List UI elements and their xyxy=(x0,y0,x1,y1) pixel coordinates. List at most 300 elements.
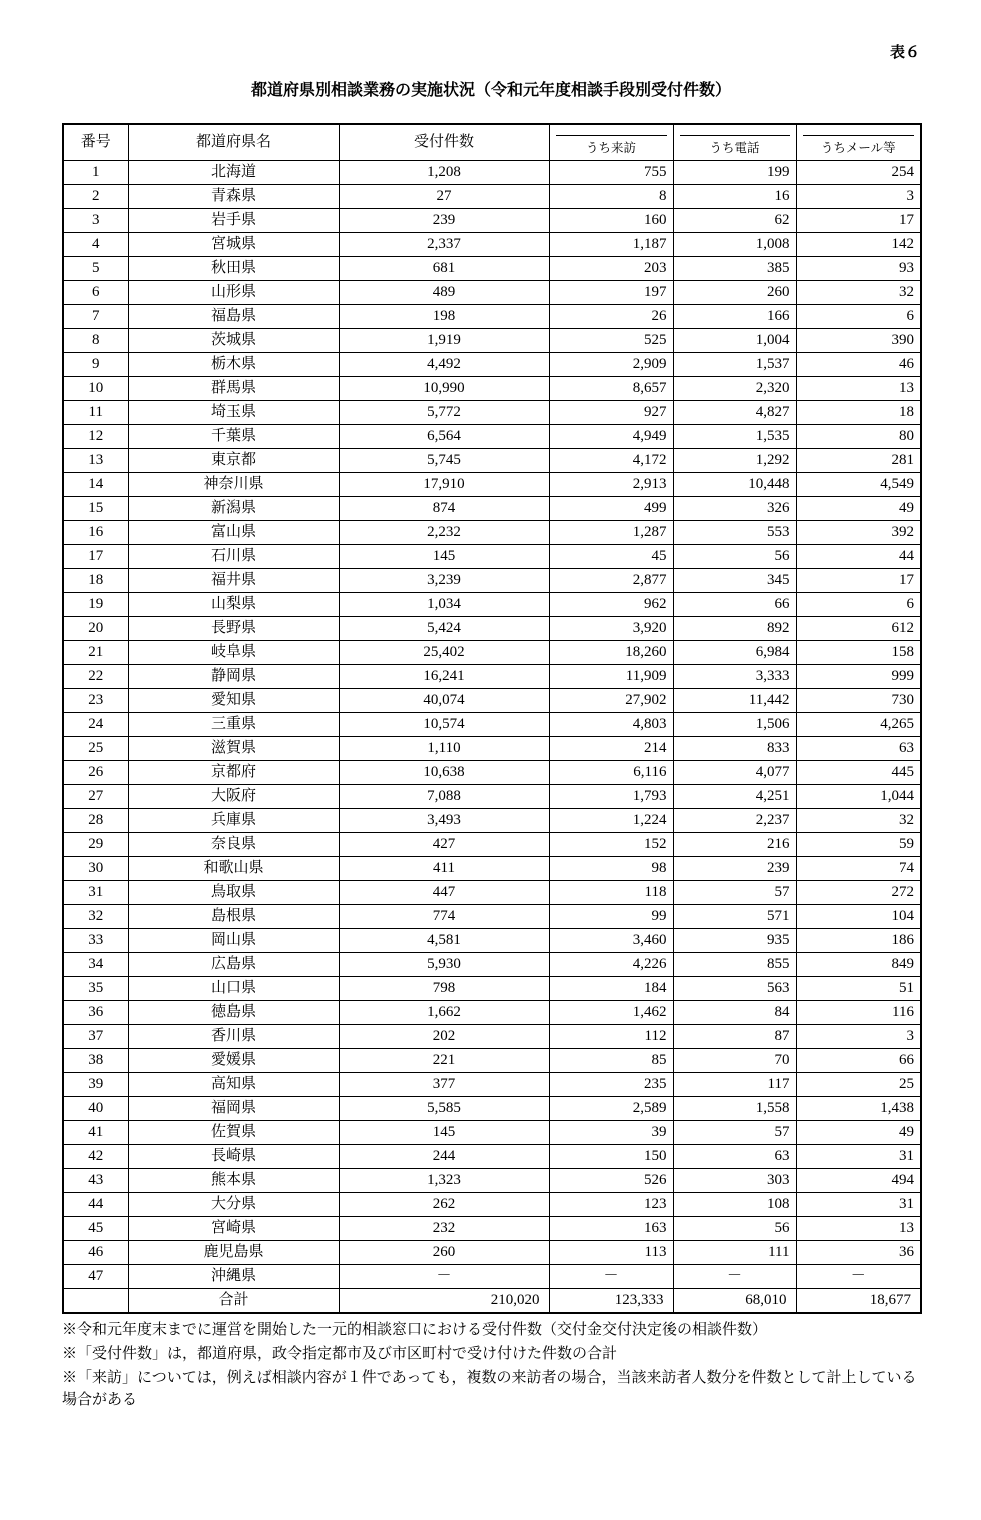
row-phone: 199 xyxy=(673,160,796,184)
row-total: － xyxy=(339,1264,549,1288)
row-visit: 27,902 xyxy=(549,688,673,712)
row-prefecture: 埼玉県 xyxy=(128,400,339,424)
prefecture-consultation-table xyxy=(62,123,922,1314)
row-prefecture: 栃木県 xyxy=(128,352,339,376)
row-visit: 118 xyxy=(549,880,673,904)
row-number: 17 xyxy=(63,544,128,568)
footnote-1: ※令和元年度末までに運営を開始した一元的相談窓口における受付件数（交付金交付決定後の相談件数） xyxy=(62,1322,768,1338)
table-row xyxy=(63,496,921,520)
footnote-3: ※「来訪」については，例えば相談内容が１件であっても，複数の来訪者の場合，当該来訪者人数分を件数として計上している場合がある xyxy=(62,1370,917,1408)
row-visit: 755 xyxy=(549,160,673,184)
row-number: 6 xyxy=(63,280,128,304)
row-number: 26 xyxy=(63,760,128,784)
table-row xyxy=(63,232,921,256)
total-label: 合計 xyxy=(128,1288,339,1313)
row-mail: 46 xyxy=(796,352,921,376)
row-number: 22 xyxy=(63,664,128,688)
row-phone: 4,077 xyxy=(673,760,796,784)
row-prefecture: 富山県 xyxy=(128,520,339,544)
row-phone: 117 xyxy=(673,1072,796,1096)
table-row xyxy=(63,1144,921,1168)
row-prefecture: 広島県 xyxy=(128,952,339,976)
row-number: 47 xyxy=(63,1264,128,1288)
row-mail: 4,265 xyxy=(796,712,921,736)
table-row xyxy=(63,976,921,1000)
row-visit: 962 xyxy=(549,592,673,616)
row-mail: 49 xyxy=(796,496,921,520)
row-total: 6,564 xyxy=(339,424,549,448)
row-phone: 239 xyxy=(673,856,796,880)
row-visit: 6,116 xyxy=(549,760,673,784)
table-row xyxy=(63,1192,921,1216)
table-row xyxy=(63,280,921,304)
row-prefecture: 香川県 xyxy=(128,1024,339,1048)
row-visit: 927 xyxy=(549,400,673,424)
row-prefecture: 宮崎県 xyxy=(128,1216,339,1240)
row-total: 232 xyxy=(339,1216,549,1240)
table-row xyxy=(63,400,921,424)
table-row xyxy=(63,184,921,208)
row-total: 5,772 xyxy=(339,400,549,424)
row-mail: 272 xyxy=(796,880,921,904)
table-row xyxy=(63,1072,921,1096)
row-visit: 98 xyxy=(549,856,673,880)
row-number: 12 xyxy=(63,424,128,448)
row-prefecture: 福島県 xyxy=(128,304,339,328)
header-prefecture: 都道府県名 xyxy=(128,124,339,160)
row-number: 28 xyxy=(63,808,128,832)
header-phone xyxy=(673,124,796,160)
row-mail: 80 xyxy=(796,424,921,448)
row-total: 202 xyxy=(339,1024,549,1048)
row-phone: 833 xyxy=(673,736,796,760)
row-mail: 445 xyxy=(796,760,921,784)
row-total: 427 xyxy=(339,832,549,856)
row-phone: 84 xyxy=(673,1000,796,1024)
row-prefecture: 和歌山県 xyxy=(128,856,339,880)
footnotes xyxy=(62,1319,924,1411)
row-prefecture: 熊本県 xyxy=(128,1168,339,1192)
row-mail: 4,549 xyxy=(796,472,921,496)
row-prefecture: 鳥取県 xyxy=(128,880,339,904)
row-phone: 70 xyxy=(673,1048,796,1072)
total-row xyxy=(63,1288,921,1313)
table-row xyxy=(63,1096,921,1120)
row-phone: 56 xyxy=(673,1216,796,1240)
row-mail: 390 xyxy=(796,328,921,352)
row-number: 41 xyxy=(63,1120,128,1144)
header-row xyxy=(63,124,921,160)
table-row xyxy=(63,448,921,472)
table-body xyxy=(63,160,921,1288)
table-row xyxy=(63,880,921,904)
row-total: 1,110 xyxy=(339,736,549,760)
row-prefecture: 群馬県 xyxy=(128,376,339,400)
row-phone: 1,535 xyxy=(673,424,796,448)
table-row xyxy=(63,712,921,736)
table-row xyxy=(63,736,921,760)
row-phone: 303 xyxy=(673,1168,796,1192)
row-number: 8 xyxy=(63,328,128,352)
row-prefecture: 長崎県 xyxy=(128,1144,339,1168)
row-visit: 4,226 xyxy=(549,952,673,976)
table-row xyxy=(63,904,921,928)
table-row xyxy=(63,352,921,376)
row-total: 10,990 xyxy=(339,376,549,400)
header-number: 番号 xyxy=(63,124,128,160)
row-total: 7,088 xyxy=(339,784,549,808)
row-total: 262 xyxy=(339,1192,549,1216)
row-number: 21 xyxy=(63,640,128,664)
row-mail: 281 xyxy=(796,448,921,472)
row-number: 20 xyxy=(63,616,128,640)
header-mail-label: うちメール等 xyxy=(803,135,915,160)
row-number: 32 xyxy=(63,904,128,928)
row-number: 7 xyxy=(63,304,128,328)
row-total: 5,930 xyxy=(339,952,549,976)
row-total: 1,323 xyxy=(339,1168,549,1192)
row-number: 3 xyxy=(63,208,128,232)
row-visit: 112 xyxy=(549,1024,673,1048)
row-number: 27 xyxy=(63,784,128,808)
row-mail: 849 xyxy=(796,952,921,976)
row-visit: 152 xyxy=(549,832,673,856)
row-phone: 1,292 xyxy=(673,448,796,472)
row-phone: 4,827 xyxy=(673,400,796,424)
table-row xyxy=(63,760,921,784)
row-prefecture: 東京都 xyxy=(128,448,339,472)
table-row xyxy=(63,616,921,640)
row-visit: 499 xyxy=(549,496,673,520)
row-visit: 4,172 xyxy=(549,448,673,472)
table-row xyxy=(63,1024,921,1048)
row-number: 31 xyxy=(63,880,128,904)
row-prefecture: 兵庫県 xyxy=(128,808,339,832)
table-row xyxy=(63,472,921,496)
header-visit xyxy=(549,124,673,160)
row-mail: 6 xyxy=(796,592,921,616)
row-mail: 1,044 xyxy=(796,784,921,808)
row-visit: 214 xyxy=(549,736,673,760)
row-number: 33 xyxy=(63,928,128,952)
row-prefecture: 石川県 xyxy=(128,544,339,568)
row-visit: 2,877 xyxy=(549,568,673,592)
row-mail: 31 xyxy=(796,1192,921,1216)
row-phone: 2,320 xyxy=(673,376,796,400)
row-total: 260 xyxy=(339,1240,549,1264)
table-row xyxy=(63,640,921,664)
row-number: 11 xyxy=(63,400,128,424)
row-total: 221 xyxy=(339,1048,549,1072)
row-phone: 6,984 xyxy=(673,640,796,664)
row-mail: 999 xyxy=(796,664,921,688)
row-phone: 3,333 xyxy=(673,664,796,688)
row-visit: 197 xyxy=(549,280,673,304)
row-visit: 3,920 xyxy=(549,616,673,640)
table-row xyxy=(63,208,921,232)
row-number: 40 xyxy=(63,1096,128,1120)
row-number: 13 xyxy=(63,448,128,472)
table-row xyxy=(63,160,921,184)
row-phone: 2,237 xyxy=(673,808,796,832)
row-visit: 150 xyxy=(549,1144,673,1168)
row-phone: 66 xyxy=(673,592,796,616)
row-prefecture: 福岡県 xyxy=(128,1096,339,1120)
row-number: 15 xyxy=(63,496,128,520)
row-prefecture: 宮城県 xyxy=(128,232,339,256)
row-total: 798 xyxy=(339,976,549,1000)
row-prefecture: 奈良県 xyxy=(128,832,339,856)
row-mail: 74 xyxy=(796,856,921,880)
header-visit-label: うち来訪 xyxy=(556,135,667,160)
row-visit: 11,909 xyxy=(549,664,673,688)
row-number: 29 xyxy=(63,832,128,856)
row-total: 3,493 xyxy=(339,808,549,832)
row-number: 43 xyxy=(63,1168,128,1192)
table-row xyxy=(63,424,921,448)
row-visit: 85 xyxy=(549,1048,673,1072)
row-phone: 1,506 xyxy=(673,712,796,736)
row-visit: 1,224 xyxy=(549,808,673,832)
row-mail: 17 xyxy=(796,568,921,592)
row-number: 37 xyxy=(63,1024,128,1048)
row-total: 874 xyxy=(339,496,549,520)
row-visit: 2,909 xyxy=(549,352,673,376)
row-prefecture: 神奈川県 xyxy=(128,472,339,496)
row-visit: 113 xyxy=(549,1240,673,1264)
row-mail: 1,438 xyxy=(796,1096,921,1120)
row-prefecture: 山口県 xyxy=(128,976,339,1000)
row-total: 198 xyxy=(339,304,549,328)
row-prefecture: 愛媛県 xyxy=(128,1048,339,1072)
table-row xyxy=(63,1216,921,1240)
row-prefecture: 福井県 xyxy=(128,568,339,592)
row-mail: 494 xyxy=(796,1168,921,1192)
row-visit: 123 xyxy=(549,1192,673,1216)
row-prefecture: 茨城県 xyxy=(128,328,339,352)
row-number: 5 xyxy=(63,256,128,280)
row-mail: 254 xyxy=(796,160,921,184)
row-total: 145 xyxy=(339,544,549,568)
row-prefecture: 鹿児島県 xyxy=(128,1240,339,1264)
row-total: 16,241 xyxy=(339,664,549,688)
row-number: 23 xyxy=(63,688,128,712)
table-row xyxy=(63,376,921,400)
row-visit: 18,260 xyxy=(549,640,673,664)
row-total: 17,910 xyxy=(339,472,549,496)
table-number-label: 表６ xyxy=(889,45,920,61)
row-mail: 66 xyxy=(796,1048,921,1072)
table-row xyxy=(63,568,921,592)
total-mail: 18,677 xyxy=(796,1288,921,1313)
table-row xyxy=(63,928,921,952)
row-phone: 63 xyxy=(673,1144,796,1168)
row-phone: 57 xyxy=(673,1120,796,1144)
row-phone: 4,251 xyxy=(673,784,796,808)
row-visit: 1,793 xyxy=(549,784,673,808)
row-prefecture: 新潟県 xyxy=(128,496,339,520)
table-row xyxy=(63,1048,921,1072)
row-visit: － xyxy=(549,1264,673,1288)
row-number: 2 xyxy=(63,184,128,208)
row-visit: 4,949 xyxy=(549,424,673,448)
row-number: 36 xyxy=(63,1000,128,1024)
row-number: 25 xyxy=(63,736,128,760)
row-mail: 44 xyxy=(796,544,921,568)
row-number: 46 xyxy=(63,1240,128,1264)
row-phone: 216 xyxy=(673,832,796,856)
row-visit: 160 xyxy=(549,208,673,232)
row-visit: 1,187 xyxy=(549,232,673,256)
row-phone: 16 xyxy=(673,184,796,208)
row-prefecture: 沖縄県 xyxy=(128,1264,339,1288)
row-mail: 186 xyxy=(796,928,921,952)
row-prefecture: 山形県 xyxy=(128,280,339,304)
row-visit: 203 xyxy=(549,256,673,280)
row-prefecture: 山梨県 xyxy=(128,592,339,616)
row-number: 19 xyxy=(63,592,128,616)
row-phone: 62 xyxy=(673,208,796,232)
row-prefecture: 岐阜県 xyxy=(128,640,339,664)
table-row xyxy=(63,784,921,808)
row-visit: 1,287 xyxy=(549,520,673,544)
row-phone: 1,537 xyxy=(673,352,796,376)
table-row xyxy=(63,1000,921,1024)
row-number: 34 xyxy=(63,952,128,976)
row-visit: 1,462 xyxy=(549,1000,673,1024)
row-number: 4 xyxy=(63,232,128,256)
row-phone: 385 xyxy=(673,256,796,280)
row-total: 2,232 xyxy=(339,520,549,544)
row-total: 2,337 xyxy=(339,232,549,256)
row-phone: 56 xyxy=(673,544,796,568)
table-row xyxy=(63,1168,921,1192)
row-phone: 108 xyxy=(673,1192,796,1216)
row-visit: 3,460 xyxy=(549,928,673,952)
row-prefecture: 大分県 xyxy=(128,1192,339,1216)
row-phone: 345 xyxy=(673,568,796,592)
row-number: 30 xyxy=(63,856,128,880)
row-total: 4,492 xyxy=(339,352,549,376)
row-mail: 116 xyxy=(796,1000,921,1024)
row-mail: 612 xyxy=(796,616,921,640)
row-visit: 2,589 xyxy=(549,1096,673,1120)
header-phone-label: うち電話 xyxy=(680,135,790,160)
table-row xyxy=(63,1240,921,1264)
row-mail: 17 xyxy=(796,208,921,232)
row-prefecture: 三重県 xyxy=(128,712,339,736)
row-mail: 32 xyxy=(796,808,921,832)
row-number: 45 xyxy=(63,1216,128,1240)
row-mail: 31 xyxy=(796,1144,921,1168)
total-phone: 68,010 xyxy=(673,1288,796,1313)
row-prefecture: 高知県 xyxy=(128,1072,339,1096)
table-row xyxy=(63,328,921,352)
row-mail: 13 xyxy=(796,1216,921,1240)
row-phone: 553 xyxy=(673,520,796,544)
row-number: 24 xyxy=(63,712,128,736)
row-total: 447 xyxy=(339,880,549,904)
row-phone: 111 xyxy=(673,1240,796,1264)
row-mail: 13 xyxy=(796,376,921,400)
row-mail: 51 xyxy=(796,976,921,1000)
row-visit: 163 xyxy=(549,1216,673,1240)
table-row xyxy=(63,1120,921,1144)
table-row xyxy=(63,688,921,712)
row-total: 3,239 xyxy=(339,568,549,592)
row-total: 145 xyxy=(339,1120,549,1144)
row-prefecture: 京都府 xyxy=(128,760,339,784)
row-phone: 87 xyxy=(673,1024,796,1048)
row-total: 377 xyxy=(339,1072,549,1096)
row-visit: 39 xyxy=(549,1120,673,1144)
row-total: 411 xyxy=(339,856,549,880)
row-prefecture: 長野県 xyxy=(128,616,339,640)
row-prefecture: 岩手県 xyxy=(128,208,339,232)
row-total: 1,208 xyxy=(339,160,549,184)
row-visit: 184 xyxy=(549,976,673,1000)
row-total: 27 xyxy=(339,184,549,208)
row-mail: 59 xyxy=(796,832,921,856)
row-total: 25,402 xyxy=(339,640,549,664)
row-visit: 525 xyxy=(549,328,673,352)
header-total-count: 受付件数 xyxy=(339,124,549,160)
row-visit: 235 xyxy=(549,1072,673,1096)
table-row xyxy=(63,664,921,688)
row-total: 5,424 xyxy=(339,616,549,640)
row-prefecture: 佐賀県 xyxy=(128,1120,339,1144)
row-total: 1,662 xyxy=(339,1000,549,1024)
row-mail: 93 xyxy=(796,256,921,280)
row-mail: 32 xyxy=(796,280,921,304)
total-visit: 123,333 xyxy=(549,1288,673,1313)
header-mail xyxy=(796,124,921,160)
row-number: 18 xyxy=(63,568,128,592)
row-prefecture: 愛知県 xyxy=(128,688,339,712)
row-mail: 49 xyxy=(796,1120,921,1144)
row-mail: 18 xyxy=(796,400,921,424)
row-phone: 10,448 xyxy=(673,472,796,496)
row-phone: 1,558 xyxy=(673,1096,796,1120)
row-total: 1,034 xyxy=(339,592,549,616)
row-phone: 855 xyxy=(673,952,796,976)
row-visit: 45 xyxy=(549,544,673,568)
row-phone: 892 xyxy=(673,616,796,640)
row-mail: 36 xyxy=(796,1240,921,1264)
row-total: 10,574 xyxy=(339,712,549,736)
row-prefecture: 徳島県 xyxy=(128,1000,339,1024)
row-visit: 8,657 xyxy=(549,376,673,400)
table-row xyxy=(63,520,921,544)
row-visit: 8 xyxy=(549,184,673,208)
row-prefecture: 秋田県 xyxy=(128,256,339,280)
row-total: 10,638 xyxy=(339,760,549,784)
row-phone: 1,004 xyxy=(673,328,796,352)
row-phone: 57 xyxy=(673,880,796,904)
row-number: 42 xyxy=(63,1144,128,1168)
total-number-cell xyxy=(63,1288,128,1313)
row-phone: 1,008 xyxy=(673,232,796,256)
row-mail: 6 xyxy=(796,304,921,328)
row-mail: 142 xyxy=(796,232,921,256)
row-number: 9 xyxy=(63,352,128,376)
footnote-2: ※「受付件数」は，都道府県，政令指定都市及び市区町村で受け付けた件数の合計 xyxy=(62,1346,618,1362)
row-phone: 935 xyxy=(673,928,796,952)
row-mail: 392 xyxy=(796,520,921,544)
row-number: 39 xyxy=(63,1072,128,1096)
table-row xyxy=(63,952,921,976)
row-total: 239 xyxy=(339,208,549,232)
